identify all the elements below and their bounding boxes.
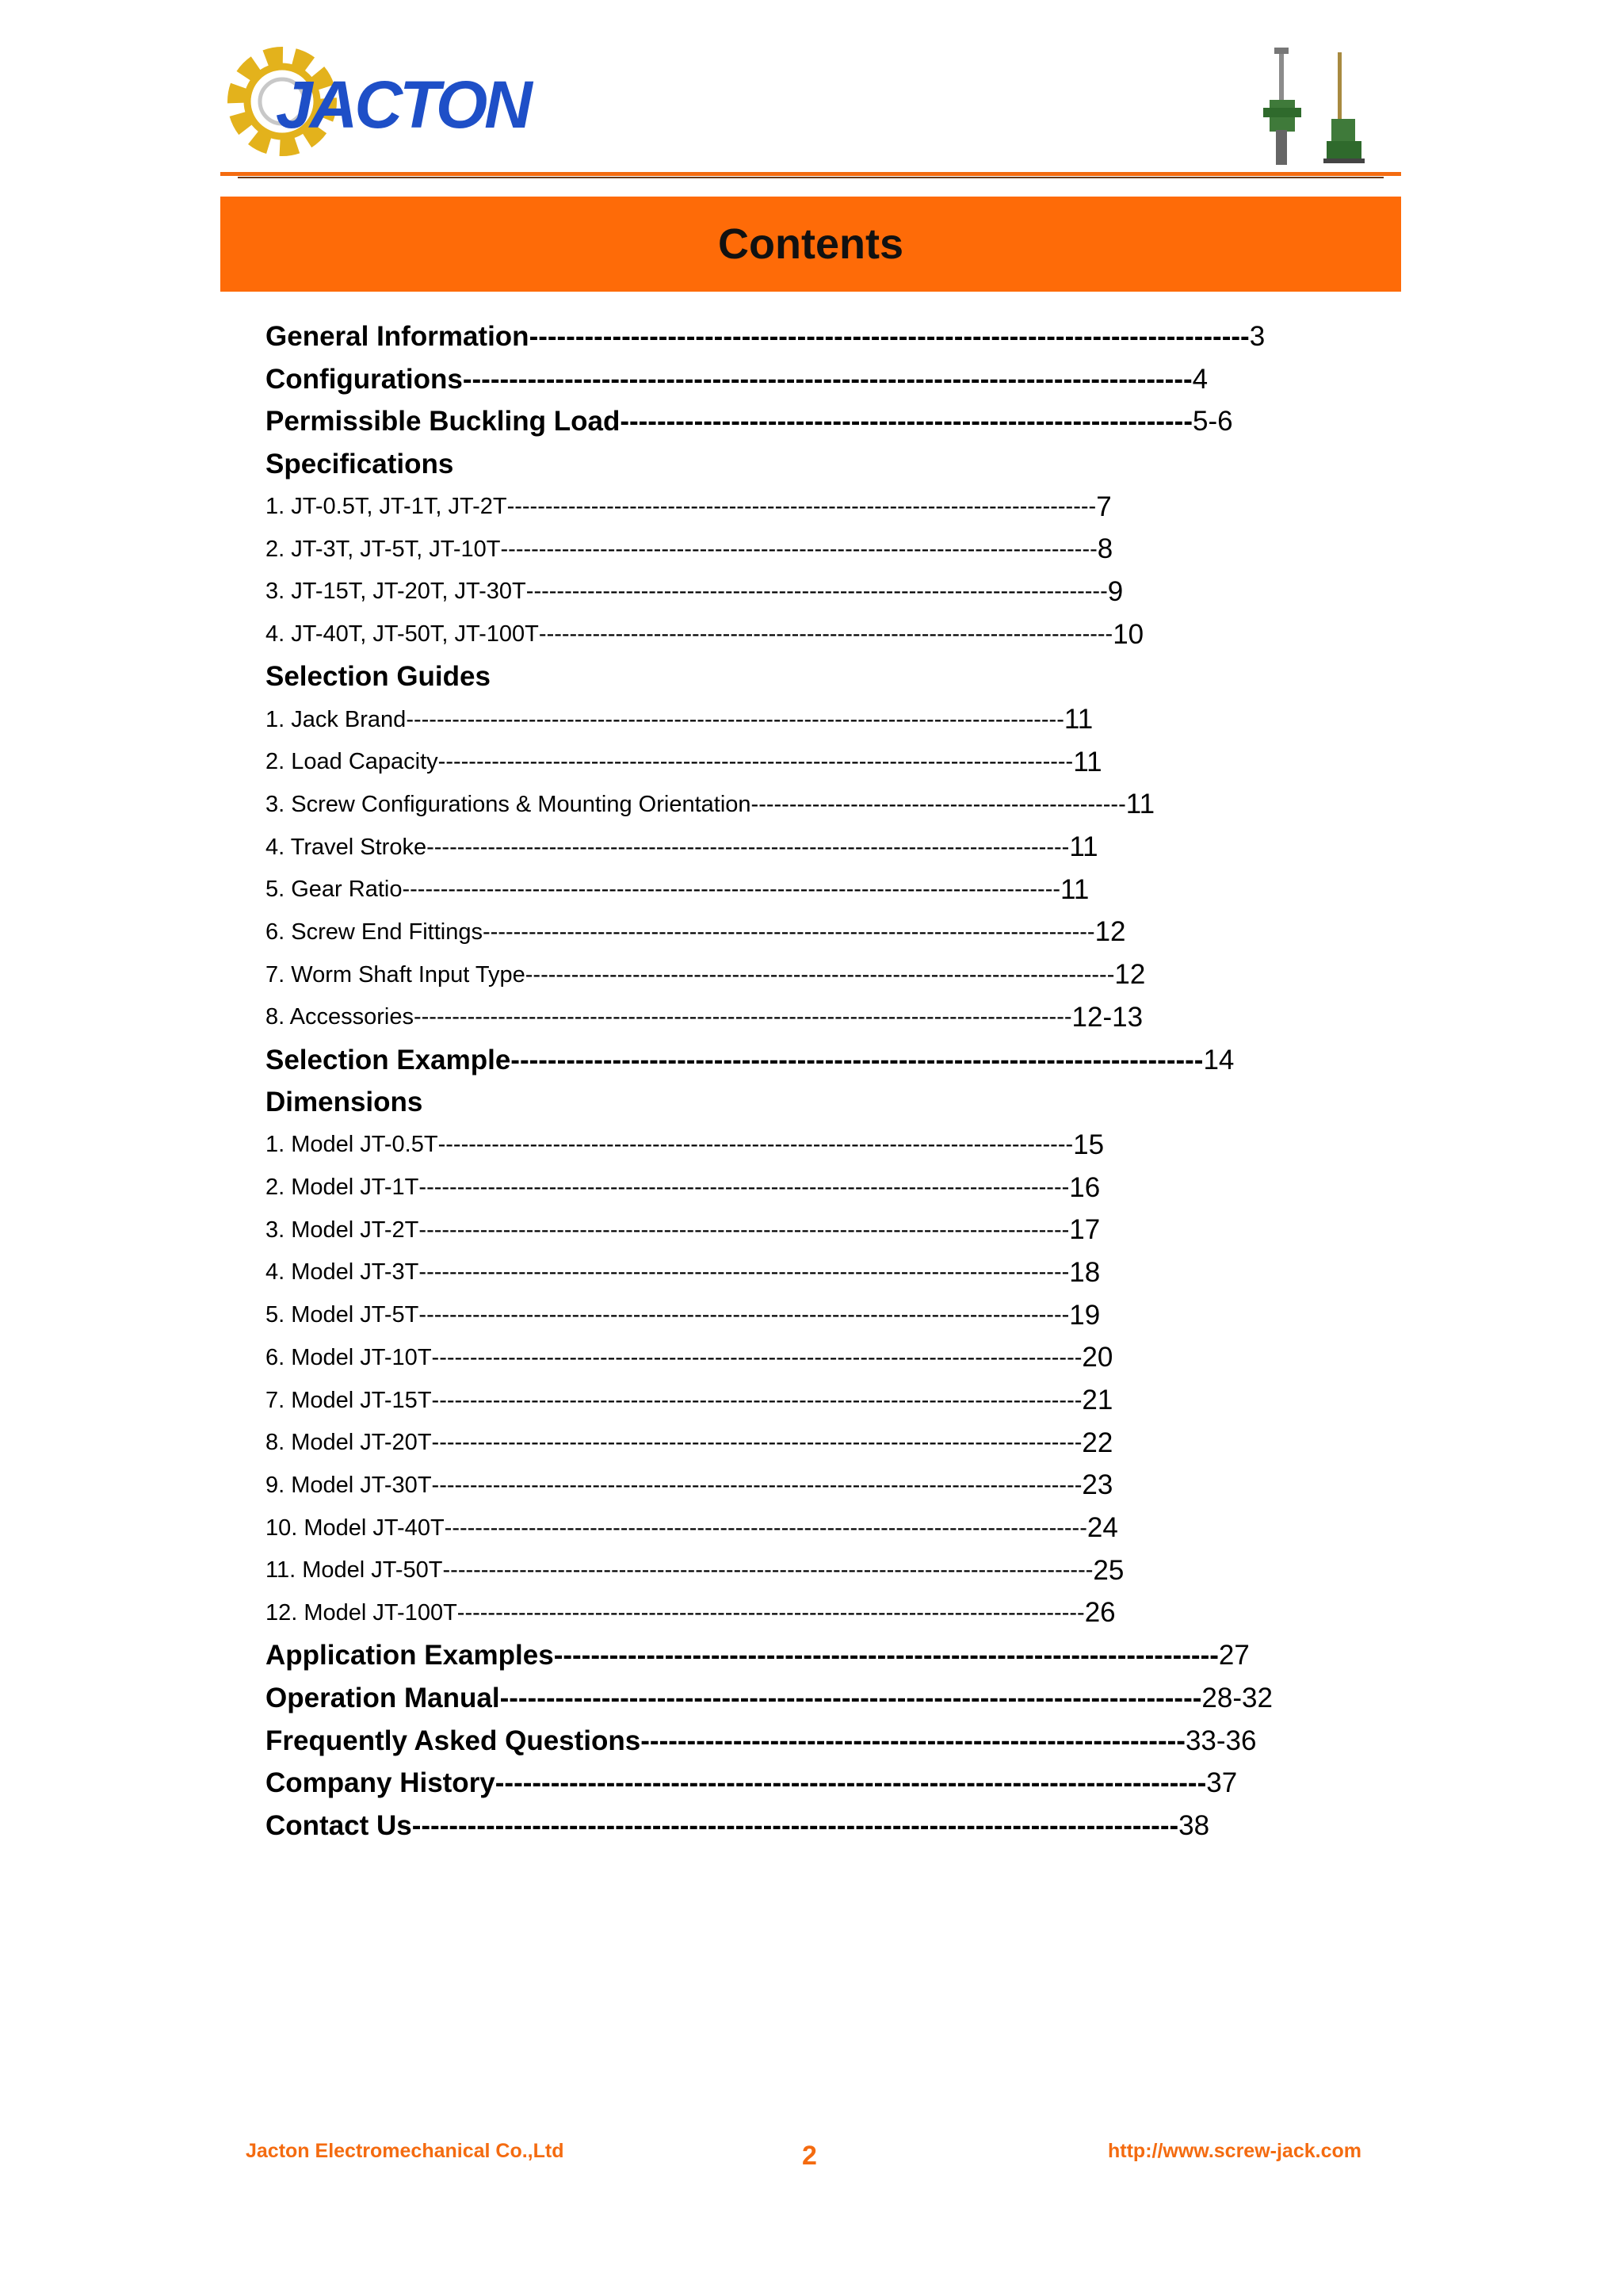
- toc-leader: -------------------------------------------------------------------------------------: [431, 1344, 1083, 1370]
- toc-leader: ----------------------------------------------------------------------------: [499, 1682, 1202, 1713]
- toc-label: Company History: [265, 1767, 495, 1799]
- toc-leader: -------------------------------------------------: [750, 791, 1126, 817]
- toc-label: 7. Model JT-15T: [265, 1387, 432, 1413]
- toc-label: 4. JT-40T, JT-50T, JT-100T: [265, 621, 539, 648]
- toc-page-number: 16: [1069, 1171, 1101, 1203]
- toc-page-number: 11: [1069, 831, 1098, 863]
- toc-page-number: 28-32: [1201, 1682, 1273, 1713]
- toc-leader: -----------------------------------------------------------------------------------: [411, 1809, 1179, 1841]
- toc-page-number: 25: [1093, 1554, 1125, 1586]
- toc-page-number: 7: [1096, 491, 1112, 522]
- toc-leader: -----------------------------------------------------------------------------: [495, 1767, 1207, 1799]
- toc-label: General Information: [265, 320, 529, 352]
- toc-page-number: 38: [1178, 1809, 1210, 1841]
- toc-leader: -----------------------------------------------------------------------------------: [437, 1132, 1074, 1158]
- toc-label: Application Examples: [265, 1640, 554, 1671]
- toc-leader: -----------------------------------------------------------------------------: [506, 494, 1097, 520]
- toc-page-number: 4: [1192, 363, 1209, 395]
- toc-section[interactable]: [265, 443, 1391, 486]
- toc-label: Permissible Buckling Load: [265, 406, 621, 437]
- toc-page-number: 19: [1069, 1299, 1101, 1331]
- toc-page-number: 26: [1084, 1597, 1116, 1629]
- table-of-contents: [265, 315, 1391, 1847]
- toc-section[interactable]: [265, 1039, 1391, 1082]
- toc-label: 1. Model JT-0.5T: [265, 1132, 438, 1158]
- toc-page-number: 3: [1249, 320, 1266, 352]
- toc-label: 12. Model JT-100T: [265, 1599, 457, 1626]
- toc-page-number: 10: [1113, 618, 1144, 650]
- toc-section[interactable]: [265, 656, 1391, 699]
- toc-page-number: 11: [1060, 873, 1090, 905]
- toc-page-number: 17: [1069, 1214, 1101, 1246]
- toc-section[interactable]: [265, 1805, 1391, 1847]
- toc-label: Contact Us: [265, 1809, 412, 1841]
- toc-label: 2. JT-3T, JT-5T, JT-10T: [265, 536, 501, 562]
- toc-page-number: 15: [1073, 1129, 1105, 1160]
- toc-leader: -------------------------------------------------------------------------------------: [418, 1302, 1070, 1328]
- toc-label: 2. Model JT-1T: [265, 1175, 419, 1201]
- toc-label: Selection Guides: [265, 661, 491, 693]
- toc-leader: -------------------------------------------------------------------------------: [462, 363, 1193, 395]
- toc-entry[interactable]: [265, 741, 1391, 784]
- footer-company: Jacton Electromechanical Co.,Ltd: [246, 2140, 564, 2162]
- toc-leader: --------------------------------------------------------------: [620, 406, 1193, 437]
- toc-label: 8. Model JT-20T: [265, 1430, 432, 1456]
- footer-url[interactable]: http://www.screw-jack.com: [1108, 2140, 1361, 2162]
- toc-leader: ------------------------------------------------------------------------------: [500, 536, 1098, 562]
- toc-leader: ----------------------------------------------------------------------------: [525, 579, 1108, 605]
- toc-label: 10. Model JT-40T: [265, 1515, 445, 1541]
- toc-label: 6. Model JT-10T: [265, 1344, 432, 1370]
- toc-leader: --------------------------------------------------------------------------------------: [402, 877, 1061, 903]
- toc-entry[interactable]: [265, 486, 1391, 529]
- toc-leader: -----------------------------------------------------------------------------: [525, 961, 1115, 988]
- toc-section[interactable]: [265, 315, 1391, 358]
- contents-banner: [220, 197, 1401, 292]
- toc-entry[interactable]: [265, 996, 1391, 1039]
- toc-page-number: 12: [1114, 959, 1146, 991]
- toc-leader: -------------------------------------------------------------------------------------: [431, 1387, 1083, 1413]
- logo-wordmark: JACTON: [276, 67, 529, 142]
- toc-label: Frequently Asked Questions: [265, 1725, 641, 1756]
- toc-entry[interactable]: [265, 1167, 1391, 1209]
- toc-page-number: 11: [1073, 746, 1102, 777]
- toc-entry[interactable]: [265, 1124, 1391, 1167]
- toc-leader: ------------------------------------------------------------------------------------: [444, 1515, 1087, 1541]
- toc-page-number: 8: [1097, 533, 1113, 565]
- toc-label: 5. Gear Ratio: [265, 877, 403, 903]
- toc-section[interactable]: [265, 400, 1391, 443]
- toc-entry[interactable]: [265, 911, 1391, 954]
- toc-label: 1. JT-0.5T, JT-1T, JT-2T: [265, 494, 507, 520]
- toc-entry[interactable]: [265, 953, 1391, 996]
- toc-page-number: 12-13: [1071, 1001, 1144, 1033]
- toc-leader: --------------------------------------------------------------------------------------: [406, 706, 1064, 732]
- toc-label: 9. Model JT-30T: [265, 1472, 432, 1498]
- toc-section[interactable]: [265, 1762, 1391, 1805]
- toc-section[interactable]: [265, 1677, 1391, 1720]
- toc-leader: ---------------------------------------------------------------------------: [510, 1044, 1204, 1075]
- header-rule: [220, 172, 1401, 176]
- toc-page-number: 33-36: [1185, 1725, 1257, 1756]
- toc-entry[interactable]: [265, 1251, 1391, 1294]
- toc-entry[interactable]: [265, 571, 1391, 613]
- toc-page-number: 11: [1064, 704, 1094, 735]
- toc-section[interactable]: [265, 1720, 1391, 1763]
- toc-page-number: 24: [1086, 1512, 1118, 1544]
- toc-page-number: 20: [1082, 1342, 1113, 1373]
- toc-leader: ------------------------------------------------------------------------------: [529, 320, 1250, 352]
- toc-page-number: 14: [1203, 1044, 1235, 1075]
- toc-entry[interactable]: [265, 869, 1391, 911]
- toc-entry[interactable]: [265, 528, 1391, 571]
- toc-page-number: 9: [1107, 575, 1124, 607]
- toc-leader: -------------------------------------------------------------------------------------: [431, 1472, 1083, 1498]
- toc-label: Dimensions: [265, 1087, 423, 1118]
- toc-label: 3. Screw Configurations & Mounting Orientation: [265, 791, 751, 817]
- toc-label: Specifications: [265, 448, 454, 479]
- toc-page-number: 23: [1082, 1469, 1113, 1501]
- toc-leader: ------------------------------------------------------------------------------------: [426, 834, 1070, 860]
- toc-label: 4. Model JT-3T: [265, 1259, 419, 1286]
- page-title: Contents: [718, 220, 903, 268]
- toc-leader: -----------------------------------------------------------: [640, 1725, 1186, 1756]
- toc-entry[interactable]: [265, 1379, 1391, 1422]
- toc-entry[interactable]: [265, 1209, 1391, 1251]
- toc-page-number: 37: [1206, 1767, 1238, 1799]
- toc-label: 11. Model JT-50T: [265, 1557, 443, 1584]
- toc-label: Configurations: [265, 363, 463, 395]
- toc-leader: --------------------------------------------------------------------------------: [483, 919, 1095, 945]
- toc-entry[interactable]: [265, 613, 1391, 656]
- toc-leader: --------------------------------------------------------------------------------------: [413, 1004, 1072, 1030]
- toc-page-number: 27: [1218, 1640, 1250, 1671]
- toc-label: 8. Accessories: [265, 1004, 414, 1030]
- toc-entry[interactable]: [265, 1337, 1391, 1380]
- toc-entry[interactable]: [265, 784, 1391, 827]
- toc-label: 5. Model JT-5T: [265, 1302, 419, 1328]
- toc-leader: -------------------------------------------------------------------------------------: [442, 1557, 1094, 1584]
- toc-entry[interactable]: [265, 698, 1391, 741]
- toc-page-number: 5-6: [1192, 406, 1233, 437]
- toc-page-number: 12: [1094, 916, 1126, 948]
- toc-page-number: 11: [1125, 789, 1155, 820]
- toc-entry[interactable]: [265, 1465, 1391, 1507]
- toc-leader: ----------------------------------------------------------------------------------: [456, 1599, 1085, 1626]
- toc-leader: ------------------------------------------------------------------------: [553, 1640, 1219, 1671]
- toc-leader: ---------------------------------------------------------------------------: [538, 621, 1113, 648]
- toc-label: Operation Manual: [265, 1682, 500, 1713]
- toc-entry[interactable]: [265, 1294, 1391, 1337]
- toc-entry[interactable]: [265, 1422, 1391, 1465]
- toc-leader: -------------------------------------------------------------------------------------: [431, 1430, 1083, 1456]
- toc-page-number: 22: [1082, 1427, 1113, 1458]
- toc-label: 7. Worm Shaft Input Type: [265, 961, 525, 988]
- toc-label: Selection Example: [265, 1044, 511, 1075]
- toc-label: 3. JT-15T, JT-20T, JT-30T: [265, 579, 526, 605]
- toc-entry[interactable]: [265, 1592, 1391, 1635]
- toc-label: 4. Travel Stroke: [265, 834, 427, 860]
- header-rule-dark: [238, 177, 1384, 178]
- toc-entry[interactable]: [265, 1549, 1391, 1592]
- toc-leader: -----------------------------------------------------------------------------------: [437, 749, 1074, 775]
- toc-leader: -------------------------------------------------------------------------------------: [418, 1259, 1070, 1286]
- toc-label: 6. Screw End Fittings: [265, 919, 483, 945]
- toc-section[interactable]: [265, 1081, 1391, 1124]
- toc-section[interactable]: [265, 358, 1391, 401]
- toc-label: 3. Model JT-2T: [265, 1217, 419, 1243]
- toc-section[interactable]: [265, 1634, 1391, 1677]
- toc-page-number: 18: [1069, 1256, 1101, 1288]
- footer-page-number: 2: [802, 2141, 817, 2171]
- toc-page-number: 21: [1082, 1385, 1113, 1416]
- toc-entry[interactable]: [265, 1507, 1391, 1549]
- toc-entry[interactable]: [265, 826, 1391, 869]
- toc-leader: -------------------------------------------------------------------------------------: [418, 1175, 1070, 1201]
- screw-jack-illustration: [1252, 44, 1379, 171]
- toc-leader: -------------------------------------------------------------------------------------: [418, 1217, 1070, 1243]
- toc-label: 1. Jack Brand: [265, 706, 407, 732]
- toc-label: 2. Load Capacity: [265, 749, 438, 775]
